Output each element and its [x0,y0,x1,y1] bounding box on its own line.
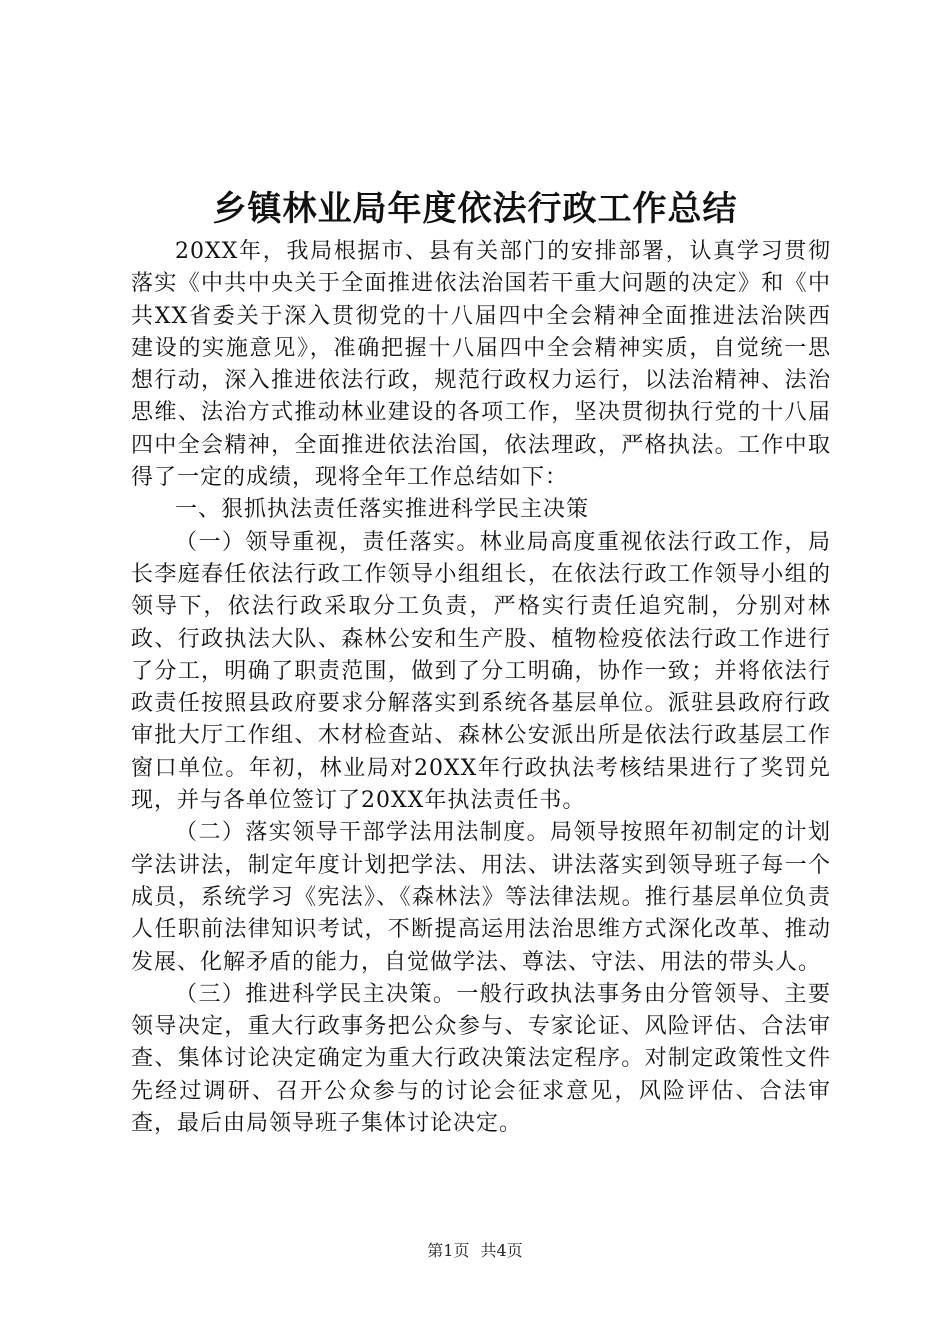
document-title: 乡镇林业局年度依法行政工作总结 [212,189,738,229]
subsection-paragraph-2: （二）落实领导干部学法用法制度。局领导按照年初制定的计划学法讲法，制定年度计划把学法、用法、讲法落实到领导班子每一个成员，系统学习《宪法》、《森林法》等法律法规。推行基层单位负责人任职前法律知识考试，不断提高运用法治思维方式深化改革、推动发展、化解矛盾的能力，自觉做学法、尊法、守法、用法的带头人。 [131,820,831,975]
section-heading-1: 一、狠抓执法责任落实推进科学民主决策 [175,497,590,523]
subsection-paragraph-3: （三）推进科学民主决策。一般行政执法事务由分管领导、主要领导决定，重大行政事务把公众参与、专家论证、风险评估、合法审查、集体讨论决定确定为重大行政决策法定程序。对制定政策性文件先经过调研、召开公众参与的讨论会征求意见，风险评估、合法审查，最后由局领导班子集体讨论决定。 [131,981,831,1137]
subsection-paragraph-1: （一）领导重视，责任落实。林业局高度重视依法行政工作，局长李庭春任依法行政工作领导小组组长，在依法行政工作领导小组的领导下，依法行政采取分工负责，严格实行责任追究制，分别对林政、行政执法大队、森林公安和生产股、植物检疫依法行政工作进行了分工，明确了职责范围，做到了分工明确，协作一致；并将依法行政责任按照县政府要求分解落实到系统各基层单位。派驻县政府行政审批大厅工作组、木材检查站、森林公安派出所是依法行政基层工作窗口单位。年初，林业局对20XX年行政执法考核结果进行了奖罚兑现，并与各单位签订了20XX年执法责任书。 [131,529,831,814]
page-number: 第1页 [427,1241,470,1260]
page-total: 共4页 [480,1241,523,1260]
intro-paragraph: 20XX年，我局根据市、县有关部门的安排部署，认真学习贯彻落实《中共中央关于全面推进依法治国若干重大问题的决定》和《中共XX省委关于深入贯彻党的十八届四中全会精神全面推进法治陕西建设的实施意见》，准确把握十八届四中全会精神实质，自觉统一思想行动，深入推进依法行政，规范行政权力运行，以法治精神、法治思维、法治方式推动林业建设的各项工作，坚决贯彻执行党的十八届四中全会精神，全面推进依法治国，依法理政，严格执法。工作中取得了一定的成绩，现将全年工作总结如下： [131,239,831,491]
document-body [131,236,831,1140]
page-footer [0,1240,950,1262]
